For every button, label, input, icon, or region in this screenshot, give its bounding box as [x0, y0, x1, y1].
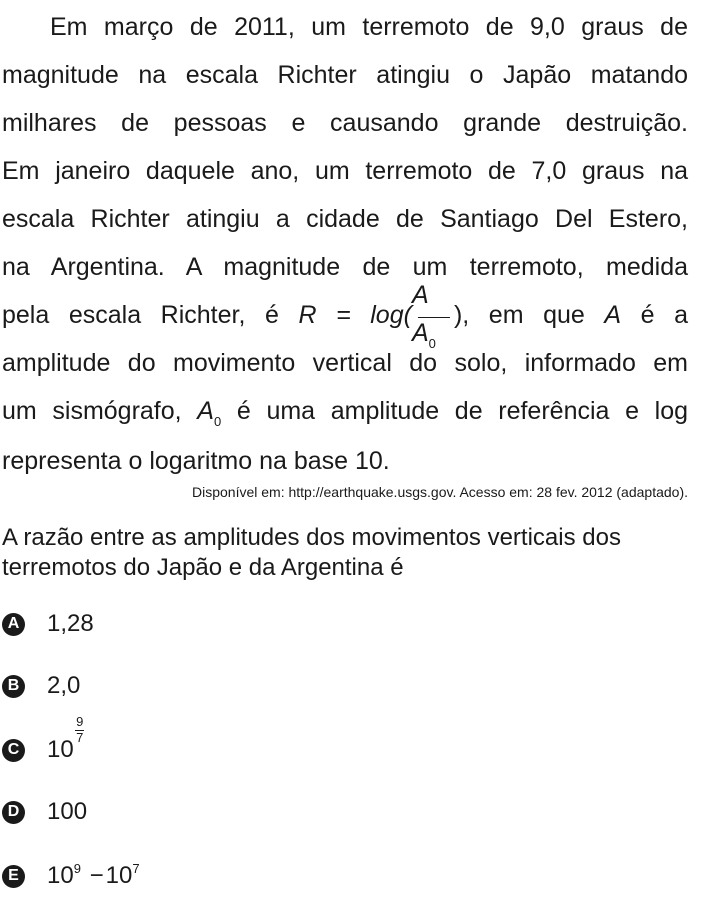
option-text: 2,0 [47, 672, 81, 699]
source-citation: Disponível em: http://earthquake.usgs.gov. Acesso em: 28 fev. 2012 (adaptado). [192, 484, 688, 500]
passage-line: escala Richter atingiu a cidade de Santiago Del Estero, [2, 205, 688, 233]
passage-line-formula [2, 281, 689, 351]
question-text: A razão entre as amplitudes dos movimentos verticais dos terremotos do Japão e da Argentina é [2, 524, 621, 581]
passage-text: pela escala Richter, é [2, 301, 279, 329]
fraction-exponent: $\frac{9}{7}$ [76, 714, 84, 745]
richter-formula: R = log( $\frac{A}{A_0}$ ), [298, 281, 470, 351]
option-a[interactable] [2, 609, 94, 639]
passage-line: na Argentina. A magnitude de um terremoto, medida [2, 253, 688, 281]
passage-line: amplitude do movimento vertical do solo, informado em [2, 349, 688, 377]
option-letter-badge: D [2, 801, 25, 824]
passage-line: magnitude na escala Richter atingiu o Japão matando [2, 61, 688, 89]
passage-line: Em janeiro daquele ano, um terremoto de 7,0 graus na [2, 157, 688, 185]
option-c[interactable] [2, 714, 84, 765]
option-b[interactable] [2, 671, 81, 701]
option-letter-badge: E [2, 865, 25, 888]
passage-line: milhares de pessoas e causando grande destruição. [2, 109, 688, 137]
option-d[interactable] [2, 797, 88, 827]
option-text: 100 [47, 798, 88, 825]
variable: $A_0$ [197, 397, 222, 429]
option-text: 10 $\frac{9}{7}$ [47, 736, 86, 764]
option-text: 1,28 [47, 610, 94, 637]
passage-text: é a [640, 301, 689, 329]
option-letter-badge: C [2, 739, 25, 762]
variable: A [604, 301, 622, 329]
passage-line: um sismógrafo, $A_0$ é uma amplitude de referência e log [2, 397, 689, 429]
option-text: $10^9 -10^7$ [47, 861, 140, 889]
option-letter-badge: B [2, 675, 25, 698]
passage-line: Em março de 2011, um terremoto de 9,0 graus de [50, 13, 688, 41]
option-e[interactable] [2, 861, 140, 891]
passage-line: representa o logaritmo na base 10. [2, 447, 390, 475]
option-letter-badge: A [2, 613, 25, 636]
passage-text: em que [488, 301, 585, 329]
fraction: $\frac{A}{A_0}$ [412, 300, 454, 330]
